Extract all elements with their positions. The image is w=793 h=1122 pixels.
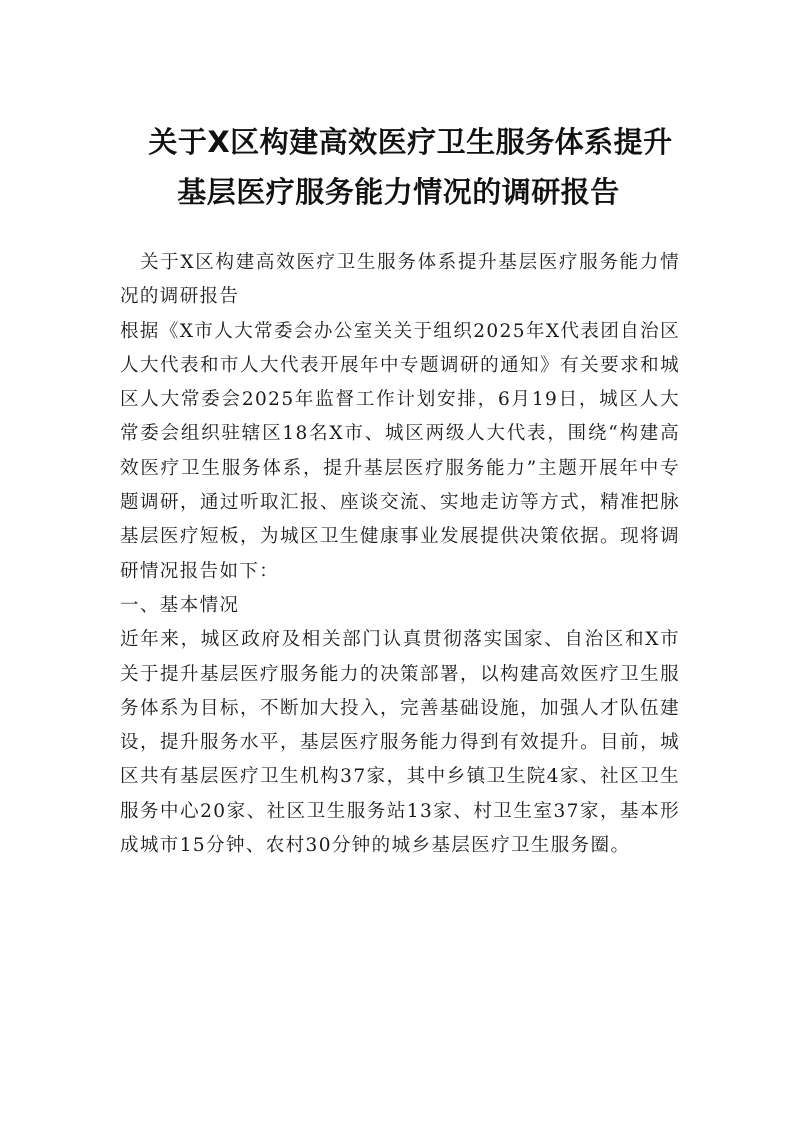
paragraph-intro: 根据《X市人大常委会办公室关关于组织2025年X代表团自治区人大代表和市人大代表开展年中专题调研的通知》有关要求和城区人大常委会2025年监督工作计划安排，6月19日，城区人大常委会组织驻辖区18名X市、城区两级人大代表，围绕“构建高效医疗卫生服务体系，提升基层医疗服务能力”主题开展年中专题调研，通过听取汇报、座谈交流、实地走访等方式，精准把脉基层医疗短板，为城区卫生健康事业发展提供决策依据。现将调研情况报告如下：: [120, 320, 680, 582]
document-title-line-2: 基层医疗服务能力情况的调研报告: [177, 175, 620, 209]
document-body: [120, 246, 680, 863]
document-title-line-1: 关于X区构建高效医疗卫生服务体系提升: [148, 125, 673, 159]
paragraph-basic-situation: 近年来，城区政府及相关部门认真贯彻落实国家、自治区和X市关于提升基层医疗服务能力的决策部署，以构建高效医疗卫生服务体系为目标，不断加大投入，完善基础设施，加强人才队伍建设，提升服务水平，基层医疗服务能力得到有效提升。目前，城区共有基层医疗卫生机构37家，其中乡镇卫生院4家、社区卫生服务中心20家、社区卫生服务站13家、村卫生室37家，基本形成城市15分钟、农村30分钟的城乡基层医疗卫生服务圈。: [120, 629, 680, 857]
section-heading-basic-situation: 一、基本情况: [120, 594, 240, 616]
paragraph-subtitle: 关于X区构建高效医疗卫生服务体系提升基层医疗服务能力情况的调研报告: [120, 252, 680, 308]
